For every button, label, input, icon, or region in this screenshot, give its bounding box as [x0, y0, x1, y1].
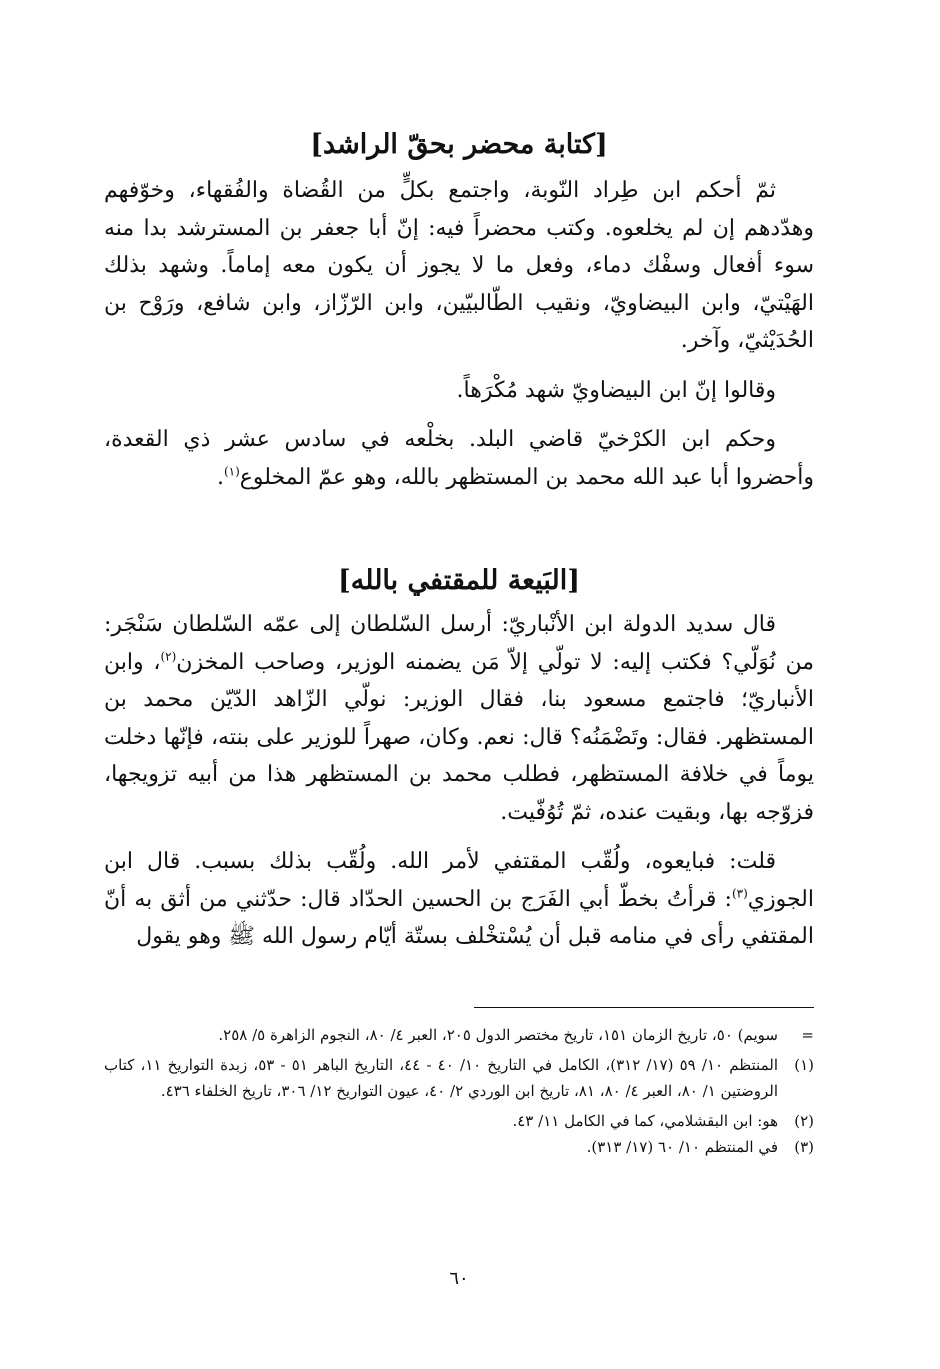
paragraph-text: قال سديد الدولة ابن الأنْباريّ: أرسل السّلطان إلى عمّه السّلطان سَنْجَر: من نُوَلّي؟ فكتب إليه: لا تولّي إلاّ مَن يضمنه الوزير، وصاحب المخزن: [104, 612, 814, 675]
section-body-rashid-deposition: [104, 172, 814, 496]
footnote-item: [104, 1022, 814, 1048]
page-number: ٦٠: [449, 1268, 469, 1289]
footnote-item: [104, 1134, 814, 1160]
footnote-text: المنتظم ١٠/ ٥٩ (١٧/ ٣١٢)، الكامل في التاريخ ١٠/ ٤٠ - ٤٤، التاريخ الباهر ٥١ - ٥٣، زبدة التواريخ ١١، كتاب الروضتين ١/ ٨٠، العبر ٤/ ٨٠، ٨١، تاريخ ابن الوردي ٢/ ٤٠، عيون التواريخ ١٢/ ٣٠٦، تاريخ الخلفاء ٤٣٦.: [104, 1056, 778, 1100]
section-heading-rashid-deposition: [كتابة محضر بحقّ الراشد]: [310, 129, 608, 160]
footnote-mark: (١): [794, 1056, 814, 1074]
footnote-item: [104, 1108, 814, 1134]
paragraph: وقالوا إنّ ابن البيضاويّ شهد مُكْرَهاً.: [456, 377, 776, 403]
section-body-muqtafi-allegiance: [104, 606, 814, 956]
footnote-mark: (٢): [794, 1112, 814, 1130]
paragraph: [104, 606, 814, 831]
footnotes: [104, 1022, 814, 1160]
paragraph-text: : قرأتُ بخطّ أبي الفَرَج بن الحسين الحدّاد قال: حدّثني من أثق به أنّ المقتفي رأى في منامه قبل أن يُسْتخْلف بستّة أيّام رسول الله ﷺ وهو يقول: [104, 886, 814, 949]
paragraph: [104, 843, 814, 956]
book-page: [104, 0, 814, 1369]
paragraph-text: وحكم ابن الكرْخيّ قاضي البلد. بخلْعه في سادس عشر ذي القعدة، وأحضروا أبا عبد الله محمد بن المستظهر بالله، وهو عمّ المخلوع: [104, 427, 814, 490]
paragraph-text: قلت: فبايعوه، ولُقّب المقتفي لأمر الله. ولُقّب بذلك بسبب. قال ابن الجوزي: [104, 849, 814, 912]
footnote-item: [104, 1052, 814, 1104]
footnote-mark: =: [801, 1026, 814, 1044]
footnote-text: في المنتظم ١٠/ ٦٠ (١٧/ ٣١٣).: [586, 1138, 778, 1156]
paragraph-text: ، وابن الأنباريّ؛ فاجتمع مسعود بنا، فقال الوزير: نولّي الزّاهد الدّيّن محمد بن المستظهر. فقال: وتَضْمَنُه؟ قال: نعم. وكان، صهراً للوزير على بنته، فإنّها دخلت يوماً في خلافة المستظهر، فطلب محمد بن المستظهر هذا من أبيه تزويجها، فزوّجه بها، وبقيت عنده، ثمّ تُوُفّيت.: [104, 649, 814, 825]
footnote-ref: (٣): [731, 886, 748, 901]
paragraph: ثمّ أحكم ابن طِراد النّوبة، واجتمع بكلٍّ من القُضاة والفُقهاء، وخوّفهم وهدّدهم إن لم يخلعوه. وكتب محضراً فيه: إنّ أبا جعفر بن المسترشد بدا منه سوء أفعال وسفْك دماء، وفعل ما لا يجوز أن يكون معه إماماً. وشهد بذلك الهَيْتيّ، وابن البيضاويّ، ونقيب الطّالبيّين، وابن الرّزّاز، وابن شافع، ورَوْح بن الحُدَيْثيّ، وآخر.: [104, 178, 814, 353]
footnote-ref: (١): [223, 464, 240, 479]
section-heading-muqtafi-allegiance: [البَيعة للمقتفي بالله]: [338, 565, 580, 596]
footnote-ref: (٢): [160, 649, 177, 664]
footnote-divider: [474, 1007, 814, 1008]
footnote-text: هو: ابن البقشلامي، كما في الكامل ١١/ ٤٣.: [512, 1112, 778, 1130]
paragraph: [104, 421, 814, 496]
paragraph-end: .: [216, 464, 224, 490]
footnote-text: سويم) ٥٠، تاريخ الزمان ١٥١، تاريخ مختصر الدول ٢٠٥، العبر ٤/ ٨٠، النجوم الزاهرة ٥/ ٢٥٨.: [218, 1026, 778, 1044]
footnote-mark: (٣): [794, 1138, 814, 1156]
